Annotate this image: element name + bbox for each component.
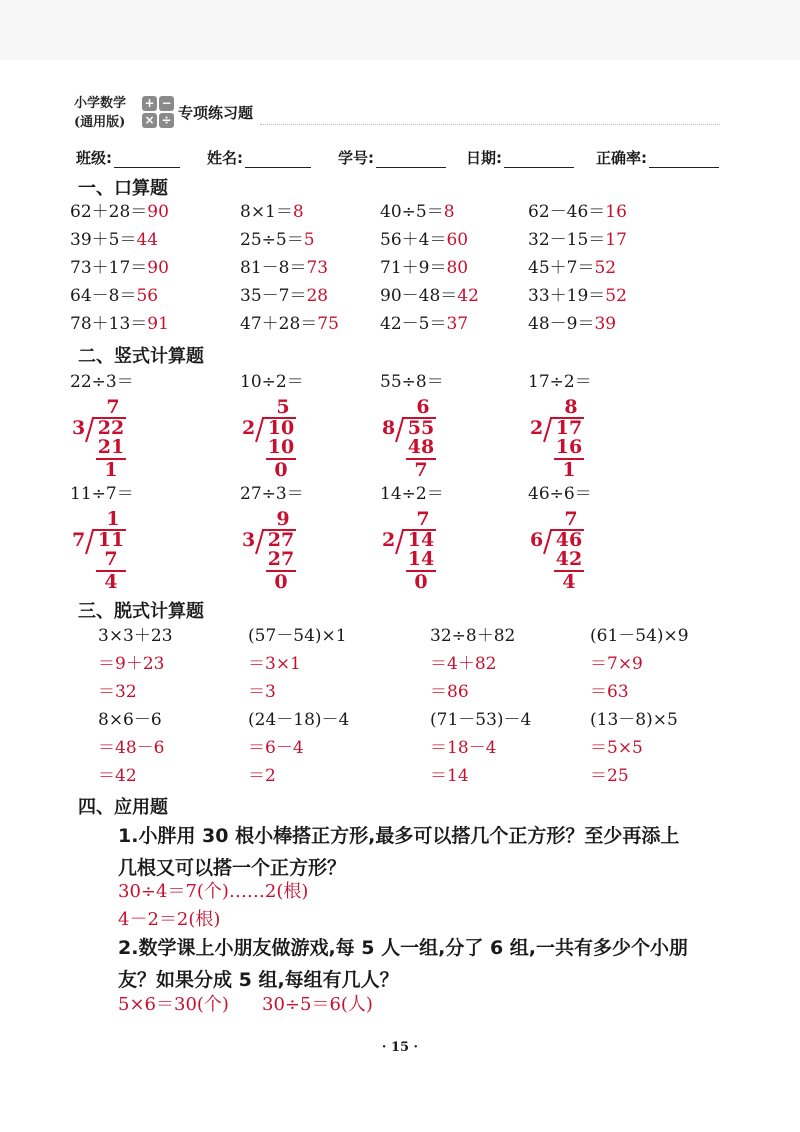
student-id-label: 学号: bbox=[338, 149, 374, 167]
student-id-field[interactable] bbox=[338, 147, 446, 168]
oral-answer: 90 bbox=[147, 202, 169, 222]
oral-item bbox=[528, 312, 616, 336]
vertical-question: 10÷2＝ bbox=[240, 372, 304, 392]
dividend: 55 bbox=[407, 417, 435, 439]
dividend: 22 bbox=[97, 417, 125, 439]
oral-question: 8×1＝ bbox=[240, 202, 293, 222]
stepwise-question: (71－53)－4 bbox=[430, 710, 532, 730]
vertical-question: 11÷7＝ bbox=[70, 484, 134, 504]
vertical-question: 55÷8＝ bbox=[380, 372, 444, 392]
long-division bbox=[530, 398, 610, 488]
word-problem-1-line1: 1.小胖用 30 根小棒搭正方形,最多可以搭几个正方形？至少再添上 bbox=[118, 825, 680, 847]
oral-answer: 5 bbox=[303, 230, 315, 250]
oral-question: 35－7＝ bbox=[240, 286, 307, 306]
student-info-row bbox=[76, 147, 732, 171]
date-blank[interactable] bbox=[504, 151, 574, 168]
dividend: 27 bbox=[267, 529, 295, 551]
oral-question: 45＋7＝ bbox=[528, 258, 595, 278]
oral-answer: 16 bbox=[605, 202, 627, 222]
oral-item bbox=[240, 284, 328, 308]
quotient: 7 bbox=[564, 508, 578, 530]
product: 21 bbox=[97, 436, 125, 458]
stepwise-step2: ＝42 bbox=[98, 766, 137, 786]
brand-line2: (通用版) bbox=[74, 115, 126, 130]
quotient: 7 bbox=[416, 508, 430, 530]
stepwise-step1: ＝18－4 bbox=[430, 738, 497, 758]
stepwise-question: (57－54)×1 bbox=[248, 626, 347, 646]
product: 48 bbox=[407, 436, 435, 458]
division-bracket bbox=[84, 529, 96, 555]
name-field[interactable] bbox=[207, 147, 311, 168]
oral-answer: 73 bbox=[306, 258, 329, 278]
oral-item bbox=[528, 228, 627, 252]
stepwise-step2: ＝25 bbox=[590, 766, 629, 786]
oral-question: 47＋28＝ bbox=[240, 314, 318, 334]
oral-question: 73＋17＝ bbox=[70, 258, 148, 278]
divisor: 3 bbox=[72, 417, 86, 439]
oral-question: 33＋19＝ bbox=[528, 286, 606, 306]
dividend: 17 bbox=[555, 417, 583, 439]
stepwise-question: 8×6－6 bbox=[98, 710, 162, 730]
remainder: 1 bbox=[562, 459, 576, 481]
dividend: 11 bbox=[97, 529, 125, 551]
oral-question: 81－8＝ bbox=[240, 258, 307, 278]
word-problem-1-answer1: 30÷4＝7(个)……2(根) bbox=[118, 881, 309, 902]
oral-question: 90－48＝ bbox=[380, 286, 458, 306]
section-title-oral: 一、口算题 bbox=[78, 178, 168, 199]
product: 27 bbox=[267, 548, 295, 570]
accuracy-field[interactable] bbox=[596, 147, 719, 168]
oral-question: 62＋28＝ bbox=[70, 202, 148, 222]
page-number: · 15 · bbox=[381, 1040, 419, 1055]
division-bracket bbox=[542, 417, 554, 443]
oral-question: 78＋13＝ bbox=[70, 314, 148, 334]
stepwise-question: (24－18)－4 bbox=[248, 710, 350, 730]
oral-item bbox=[528, 200, 627, 224]
stepwise-step1: ＝48－6 bbox=[98, 738, 165, 758]
divisor: 6 bbox=[530, 529, 544, 551]
quotient: 5 bbox=[276, 396, 290, 418]
remainder: 1 bbox=[104, 459, 118, 481]
stepwise-step1: ＝9＋23 bbox=[98, 654, 165, 674]
remainder: 0 bbox=[414, 571, 428, 593]
long-division bbox=[242, 510, 322, 600]
remainder: 7 bbox=[414, 459, 428, 481]
oral-answer: 28 bbox=[306, 286, 329, 306]
oral-answer: 75 bbox=[317, 314, 339, 334]
long-division bbox=[530, 510, 610, 600]
word-problem-2-answer1: 5×6＝30(个) bbox=[118, 994, 229, 1015]
minus-icon: − bbox=[159, 96, 174, 111]
word-problem-1 bbox=[118, 820, 728, 884]
stepwise-question: 32÷8＋82 bbox=[430, 626, 516, 646]
stepwise-question: (13－8)×5 bbox=[590, 710, 678, 730]
quotient: 9 bbox=[276, 508, 290, 530]
oral-question: 40÷5＝ bbox=[380, 202, 444, 222]
oral-item bbox=[70, 312, 169, 336]
oral-question: 48－9＝ bbox=[528, 314, 595, 334]
stepwise-step1: ＝5×5 bbox=[590, 738, 643, 758]
name-label: 姓名: bbox=[207, 149, 243, 167]
divisor: 7 bbox=[72, 529, 86, 551]
vertical-question: 17÷2＝ bbox=[528, 372, 592, 392]
stepwise-question: (61－54)×9 bbox=[590, 626, 689, 646]
vertical-question: 27÷3＝ bbox=[240, 484, 304, 504]
remainder: 0 bbox=[274, 459, 288, 481]
date-field[interactable] bbox=[466, 147, 574, 168]
section-title-vertical: 二、竖式计算题 bbox=[78, 346, 204, 367]
oral-answer: 8 bbox=[292, 202, 304, 222]
remainder: 4 bbox=[562, 571, 576, 593]
brand bbox=[74, 94, 126, 132]
product: 42 bbox=[555, 548, 583, 570]
oral-item bbox=[528, 284, 627, 308]
oral-answer: 52 bbox=[605, 286, 627, 306]
math-ops-icon bbox=[142, 96, 174, 128]
divisor: 2 bbox=[382, 529, 396, 551]
vertical-question: 14÷2＝ bbox=[380, 484, 444, 504]
stepwise-step2: ＝14 bbox=[430, 766, 469, 786]
word-problem-1-answer2: 4－2＝2(根) bbox=[118, 909, 221, 930]
date-label: 日期: bbox=[466, 149, 502, 167]
word-problem-2-answer2: 30÷5＝6(人) bbox=[262, 994, 373, 1015]
oral-answer: 90 bbox=[147, 258, 169, 278]
dividend: 46 bbox=[555, 529, 583, 551]
oral-item bbox=[380, 256, 468, 280]
oral-question: 25÷5＝ bbox=[240, 230, 304, 250]
division-bracket bbox=[84, 417, 96, 443]
divisor: 8 bbox=[382, 417, 396, 439]
oral-answer: 60 bbox=[446, 230, 469, 250]
quotient: 8 bbox=[564, 396, 578, 418]
product: 16 bbox=[555, 436, 583, 458]
stepwise-step2: ＝86 bbox=[430, 682, 469, 702]
stepwise-step1: ＝6－4 bbox=[248, 738, 304, 758]
plus-icon: + bbox=[142, 96, 157, 111]
oral-answer: 52 bbox=[594, 258, 617, 278]
product: 10 bbox=[267, 436, 295, 458]
oral-answer: 8 bbox=[443, 202, 455, 222]
oral-question: 32－15＝ bbox=[528, 230, 606, 250]
remainder: 0 bbox=[274, 571, 288, 593]
quotient: 6 bbox=[416, 396, 430, 418]
stepwise-step1: ＝7×9 bbox=[590, 654, 643, 674]
section-title-word-problems: 四、应用题 bbox=[78, 797, 168, 818]
oral-item bbox=[70, 228, 158, 252]
product: 14 bbox=[407, 548, 435, 570]
oral-item bbox=[380, 200, 455, 224]
divisor: 3 bbox=[242, 529, 256, 551]
product: 7 bbox=[104, 548, 118, 570]
oral-item bbox=[380, 284, 479, 308]
oral-answer: 17 bbox=[605, 230, 627, 250]
long-division bbox=[72, 398, 152, 488]
division-bracket bbox=[394, 529, 406, 555]
oral-item bbox=[380, 312, 468, 336]
oral-item bbox=[70, 200, 169, 224]
stepwise-step2: ＝2 bbox=[248, 766, 276, 786]
name-blank[interactable] bbox=[245, 151, 311, 168]
remainder: 4 bbox=[104, 571, 118, 593]
oral-item bbox=[528, 256, 616, 280]
dividend: 14 bbox=[407, 529, 435, 551]
oral-question: 64－8＝ bbox=[70, 286, 137, 306]
accuracy-blank[interactable] bbox=[649, 151, 719, 168]
accuracy-label: 正确率: bbox=[596, 149, 647, 167]
stepwise-step2: ＝63 bbox=[590, 682, 629, 702]
oral-item bbox=[380, 228, 468, 252]
quotient: 1 bbox=[106, 508, 120, 530]
oral-item bbox=[70, 256, 169, 280]
division-bracket bbox=[394, 417, 406, 443]
student-id-blank[interactable] bbox=[376, 151, 446, 168]
long-division bbox=[72, 510, 152, 600]
oral-item bbox=[240, 200, 304, 224]
division-bracket bbox=[542, 529, 554, 555]
oral-item bbox=[240, 312, 339, 336]
class-blank[interactable] bbox=[114, 151, 180, 168]
divide-icon: ÷ bbox=[159, 113, 174, 128]
oral-item bbox=[240, 228, 315, 252]
stepwise-question: 3×3＋23 bbox=[98, 626, 173, 646]
oral-question: 39＋5＝ bbox=[70, 230, 137, 250]
stepwise-step2: ＝32 bbox=[98, 682, 137, 702]
word-problem-2-line2: 友？如果分成 5 组,每组有几人？ bbox=[118, 969, 399, 991]
oral-item bbox=[70, 284, 158, 308]
division-bracket bbox=[254, 417, 266, 443]
oral-answer: 42 bbox=[457, 286, 479, 306]
word-problem-2 bbox=[118, 932, 728, 996]
class-field[interactable] bbox=[76, 147, 180, 168]
divisor: 2 bbox=[530, 417, 544, 439]
header-divider bbox=[260, 124, 720, 125]
oral-answer: 91 bbox=[147, 314, 169, 334]
dividend: 10 bbox=[267, 417, 295, 439]
vertical-question: 22÷3＝ bbox=[70, 372, 134, 392]
header-title: 专项练习题 bbox=[178, 104, 254, 122]
section-title-stepwise: 三、脱式计算题 bbox=[78, 601, 204, 622]
division-bracket bbox=[254, 529, 266, 555]
divisor: 2 bbox=[242, 417, 256, 439]
brand-line1: 小学数学 bbox=[74, 96, 127, 111]
oral-question: 56＋4＝ bbox=[380, 230, 447, 250]
long-division bbox=[382, 398, 462, 488]
quotient: 7 bbox=[106, 396, 120, 418]
long-division bbox=[382, 510, 462, 600]
oral-answer: 44 bbox=[136, 230, 159, 250]
vertical-question: 46÷6＝ bbox=[528, 484, 592, 504]
long-division bbox=[242, 398, 322, 488]
top-band bbox=[0, 0, 800, 60]
oral-question: 71＋9＝ bbox=[380, 258, 447, 278]
oral-answer: 39 bbox=[594, 314, 617, 334]
times-icon: × bbox=[142, 113, 157, 128]
page-header bbox=[60, 94, 720, 132]
stepwise-step1: ＝3×1 bbox=[248, 654, 301, 674]
oral-item bbox=[240, 256, 328, 280]
class-label: 班级: bbox=[76, 149, 112, 167]
stepwise-step2: ＝3 bbox=[248, 682, 276, 702]
oral-answer: 37 bbox=[446, 314, 469, 334]
word-problem-2-line1: 2.数学课上小朋友做游戏,每 5 人一组,分了 6 组,一共有多少个小朋 bbox=[118, 937, 688, 959]
oral-answer: 56 bbox=[136, 286, 159, 306]
stepwise-step1: ＝4＋82 bbox=[430, 654, 497, 674]
oral-answer: 80 bbox=[446, 258, 469, 278]
word-problem-1-line2: 几根又可以搭一个正方形？ bbox=[118, 857, 347, 879]
oral-question: 42－5＝ bbox=[380, 314, 447, 334]
oral-question: 62－46＝ bbox=[528, 202, 606, 222]
